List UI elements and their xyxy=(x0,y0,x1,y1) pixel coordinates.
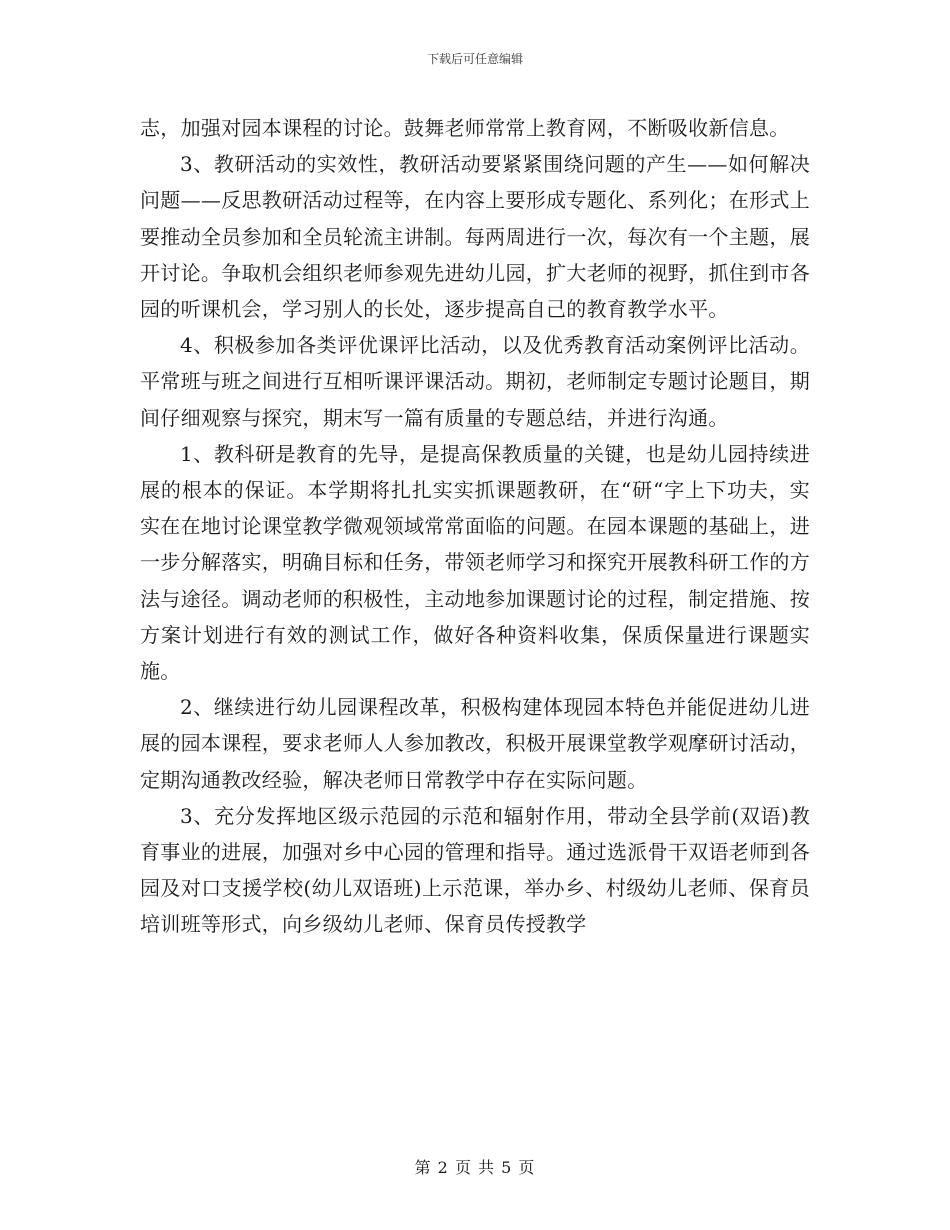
paragraph-5: 2、继续进行幼儿园课程改革，积极构建体现园本特色并能促进幼儿进展的园本课程，要求老师人人参加教改，积极开展课堂教学观摩研讨活动，定期沟通教改经验，解决老师日常教学中存在实际问题。 xyxy=(140,695,810,792)
document-body xyxy=(140,110,810,943)
paragraph-2: 3、教研活动的实效性，教研活动要紧紧围绕问题的产生——如何解决问题——反思教研活动过程等，在内容上要形成专题化、系列化；在形式上要推动全员参加和全员轮流主讲制。每两周进行一次，每次有一个主题，展开讨论。争取机会组织老师参观先进幼儿园，扩大老师的视野，抓住到市各园的听课机会，学习别人的长处，逐步提高自己的教育教学水平。 xyxy=(140,152,810,322)
page-header: 下载后可任意编辑 xyxy=(426,52,523,66)
paragraph-1: 志，加强对园本课程的讨论。鼓舞老师常常上教育网，不断吸收新信息。 xyxy=(140,116,790,140)
paragraph-6: 3、充分发挥地区级示范园的示范和辐射作用，带动全县学前(双语)教育事业的进展，加强对乡中心园的管理和指导。通过选派骨干双语老师到各园及对口支援学校(幼儿双语班)上示范课，举办乡、村级幼儿老师、保育员培训班等形式，向乡级幼儿老师、保育员传授教学 xyxy=(140,803,810,937)
page-number-footer: 第 2 页 共 5 页 xyxy=(414,1158,536,1177)
paragraph-3: 4、积极参加各类评优课评比活动，以及优秀教育活动案例评比活动。平常班与班之间进行互相听课评课活动。期初，老师制定专题讨论题目，期间仔细观察与探究，期末写一篇有质量的专题总结，并进行沟通。 xyxy=(140,333,810,430)
paragraph-4: 1、教科研是教育的先导，是提高保教质量的关键，也是幼儿园持续进展的根本的保证。本学期将扎扎实实抓课题教研，在“研“字上下功夫，实实在在地讨论课堂教学微观领域常常面临的问题。在园本课题的基础上，进一步分解落实，明确目标和任务，带领老师学习和探究开展教科研工作的方法与途径。调动老师的积极性，主动地参加课题讨论的过程，制定措施、按方案计划进行有效的测试工作，做好各种资料收集，保质保量进行课题实施。 xyxy=(140,441,810,684)
